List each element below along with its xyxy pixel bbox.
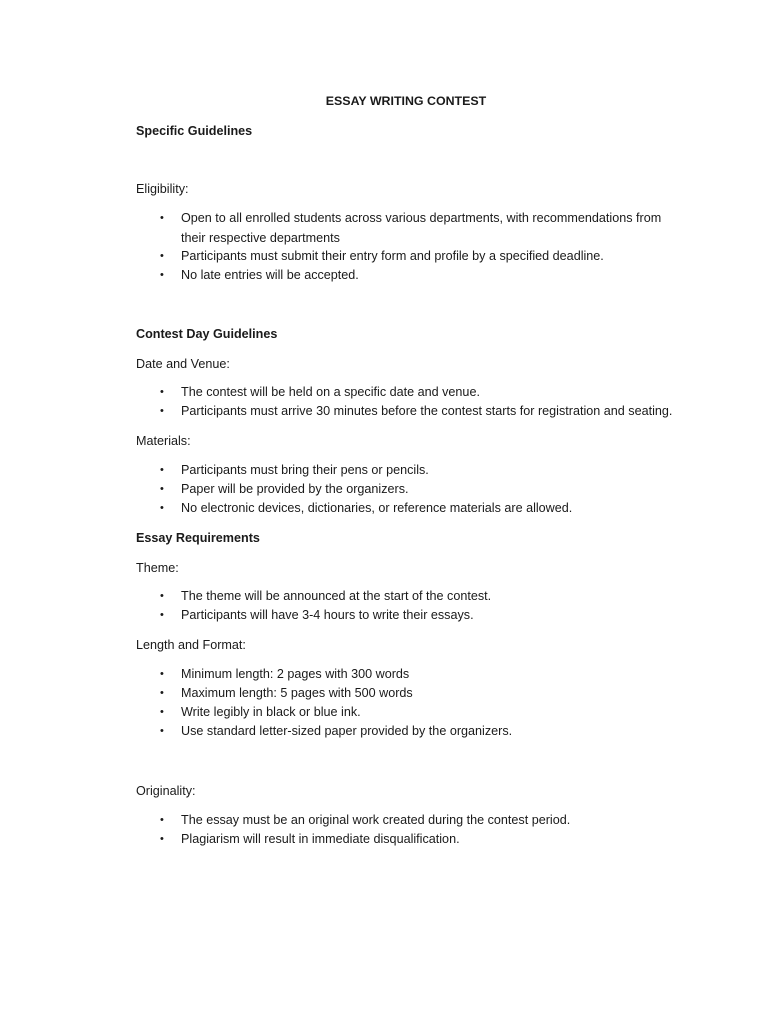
date-venue-item-2 <box>160 402 700 422</box>
date-venue-item-1 <box>160 383 680 403</box>
length-format-item-4 <box>160 722 680 742</box>
list-item-text: Participants must arrive 30 minutes before the contest starts for registration and seating. <box>181 404 673 418</box>
materials-item-2 <box>160 480 680 500</box>
essay-requirements-heading: Essay Requirements <box>136 531 260 545</box>
list-item-text: Maximum length: 5 pages with 500 words <box>181 686 413 700</box>
list-item-text: Minimum length: 2 pages with 300 words <box>181 667 410 681</box>
materials-item-3 <box>160 499 680 519</box>
bullet-icon: • <box>160 833 164 845</box>
list-item-text: The theme will be announced at the start of the contest. <box>181 589 492 603</box>
list-item-text: Use standard letter-sized paper provided by the organizers. <box>181 724 513 738</box>
theme-item-2 <box>160 606 680 626</box>
length-format-item-2 <box>160 684 680 704</box>
eligibility-label: Eligibility: <box>136 182 189 196</box>
materials-item-1 <box>160 461 680 481</box>
materials-label: Materials: <box>136 434 191 448</box>
eligibility-item-3 <box>160 266 680 286</box>
bullet-icon: • <box>160 386 164 398</box>
theme-item-1 <box>160 587 680 607</box>
contest-day-heading: Contest Day Guidelines <box>136 327 278 341</box>
bullet-icon: • <box>160 502 164 514</box>
bullet-icon: • <box>160 405 164 417</box>
length-format-item-3 <box>160 703 680 723</box>
list-item-text: Write legibly in black or blue ink. <box>181 705 361 719</box>
originality-item-1 <box>160 811 680 831</box>
list-item-text: Paper will be provided by the organizers. <box>181 482 409 496</box>
bullet-icon: • <box>160 590 164 602</box>
list-item-text: The essay must be an original work created during the contest period. <box>181 813 571 827</box>
specific-guidelines-heading: Specific Guidelines <box>136 124 253 138</box>
list-item-text: No electronic devices, dictionaries, or reference materials are allowed. <box>181 501 573 515</box>
originality-label: Originality: <box>136 784 196 798</box>
bullet-icon: • <box>160 269 164 281</box>
eligibility-item-2 <box>160 247 680 267</box>
list-item-text: The contest will be held on a specific date and venue. <box>181 385 480 399</box>
bullet-icon: • <box>160 706 164 718</box>
date-venue-label: Date and Venue: <box>136 357 230 371</box>
list-item-text: Participants must submit their entry form and profile by a specified deadline. <box>181 249 604 263</box>
list-item-text: Open to all enrolled students across various departments, with recommendations from their respective departments <box>181 211 662 245</box>
list-item-text: No late entries will be accepted. <box>181 268 359 282</box>
length-format-label: Length and Format: <box>136 638 246 652</box>
bullet-icon: • <box>160 464 164 476</box>
bullet-icon: • <box>160 687 164 699</box>
bullet-icon: • <box>160 725 164 737</box>
eligibility-item-1 <box>160 209 680 248</box>
length-format-item-1 <box>160 665 680 685</box>
bullet-icon: • <box>160 212 164 224</box>
originality-item-2 <box>160 830 680 850</box>
bullet-icon: • <box>160 609 164 621</box>
bullet-icon: • <box>160 814 164 826</box>
bullet-icon: • <box>160 668 164 680</box>
list-item-text: Plagiarism will result in immediate disqualification. <box>181 832 460 846</box>
bullet-icon: • <box>160 483 164 495</box>
list-item-text: Participants will have 3-4 hours to write their essays. <box>181 608 474 622</box>
list-item-text: Participants must bring their pens or pencils. <box>181 463 429 477</box>
bullet-icon: • <box>160 250 164 262</box>
document-title: ESSAY WRITING CONTEST <box>325 94 487 108</box>
theme-label: Theme: <box>136 561 179 575</box>
